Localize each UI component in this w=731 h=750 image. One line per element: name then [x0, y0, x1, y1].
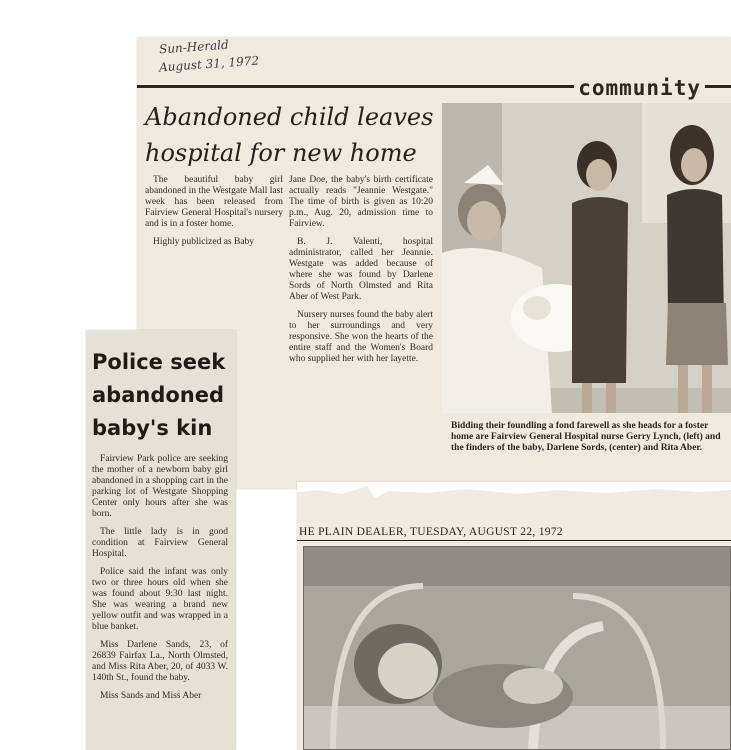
article-paragraph: Police said the infant was only two or three hours old when she was found about 9:30 last night. She was wearing a brand new yellow outfit and was wrapped in a blue banket.: [92, 567, 228, 632]
section-label: community: [574, 76, 705, 100]
article-left-column: [145, 175, 283, 255]
article-paragraph: Jane Doe, the baby's birth certificate actually reads "Jeannie Westgate." The time of birth is given as 10:20 p.m., Aug. 20, admission time to Fairview.: [289, 175, 433, 229]
police-headline: Police seek abandoned baby's kin: [92, 350, 226, 440]
incubator-photo-drawing: [303, 546, 731, 750]
farewell-photo-drawing: [442, 103, 731, 413]
article-paragraph: B. J. Valenti, hospital administrator, called her Jeannie. Westgate was added because of where she was found by Darlene Sords of North Olmsted and Rita Aber of West Park.: [289, 237, 433, 302]
article-paragraph: The beautiful baby girl abandoned in the Westgate Mall last week has been released from Fairview General Hospital's nursery and is in a foster home.: [145, 175, 283, 229]
newspaper-masthead: HE PLAIN DEALER, TUESDAY, AUGUST 22, 1972: [299, 526, 563, 538]
incubator-photo: [303, 546, 731, 750]
police-article-column: [92, 454, 228, 709]
handwritten-date-note: August 31, 1972: [158, 53, 260, 75]
farewell-photo: [442, 103, 731, 413]
article-paragraph: The little lady is in good condition at Fairview General Hospital.: [92, 527, 228, 559]
handwritten-source-note: Sun-Herald: [158, 37, 230, 57]
masthead-rule: [297, 540, 731, 541]
torn-edge: [297, 482, 731, 500]
article-paragraph: Miss Darlene Sands, 23, of 26839 Fairfax La., North Olmsted, and Miss Rita Aber, 20, of 4033 W. 140th St., found the baby.: [92, 640, 228, 683]
article-paragraph: Miss Sands and Miss Aber: [100, 691, 202, 701]
police-clipping: [86, 330, 236, 750]
article-right-column: [289, 175, 433, 372]
article-paragraph: Highly publicized as Baby: [153, 237, 255, 247]
article-paragraph: Nursery nurses found the baby alert to her surroundings and very responsive. She won the hearts of the entire staff and the Women's Board who supplied her with her layette.: [289, 310, 433, 364]
plain-dealer-clipping: [297, 482, 731, 750]
article-paragraph: Fairview Park police are seeking the mother of a newborn baby girl abandoned in a shopping cart in the parking lot of Westgate Shopping Center only hours after she was born.: [92, 454, 228, 519]
photo-caption: Bidding their foundling a fond farewell as she heads for a foster home are Fairview General Hospital nurse Gerry Lynch, (left) and the finders of the baby, Darlene Sords, (center) and Rita Aber.: [451, 421, 721, 453]
article-headline: Abandoned child leaves hospital for new home: [145, 103, 434, 167]
